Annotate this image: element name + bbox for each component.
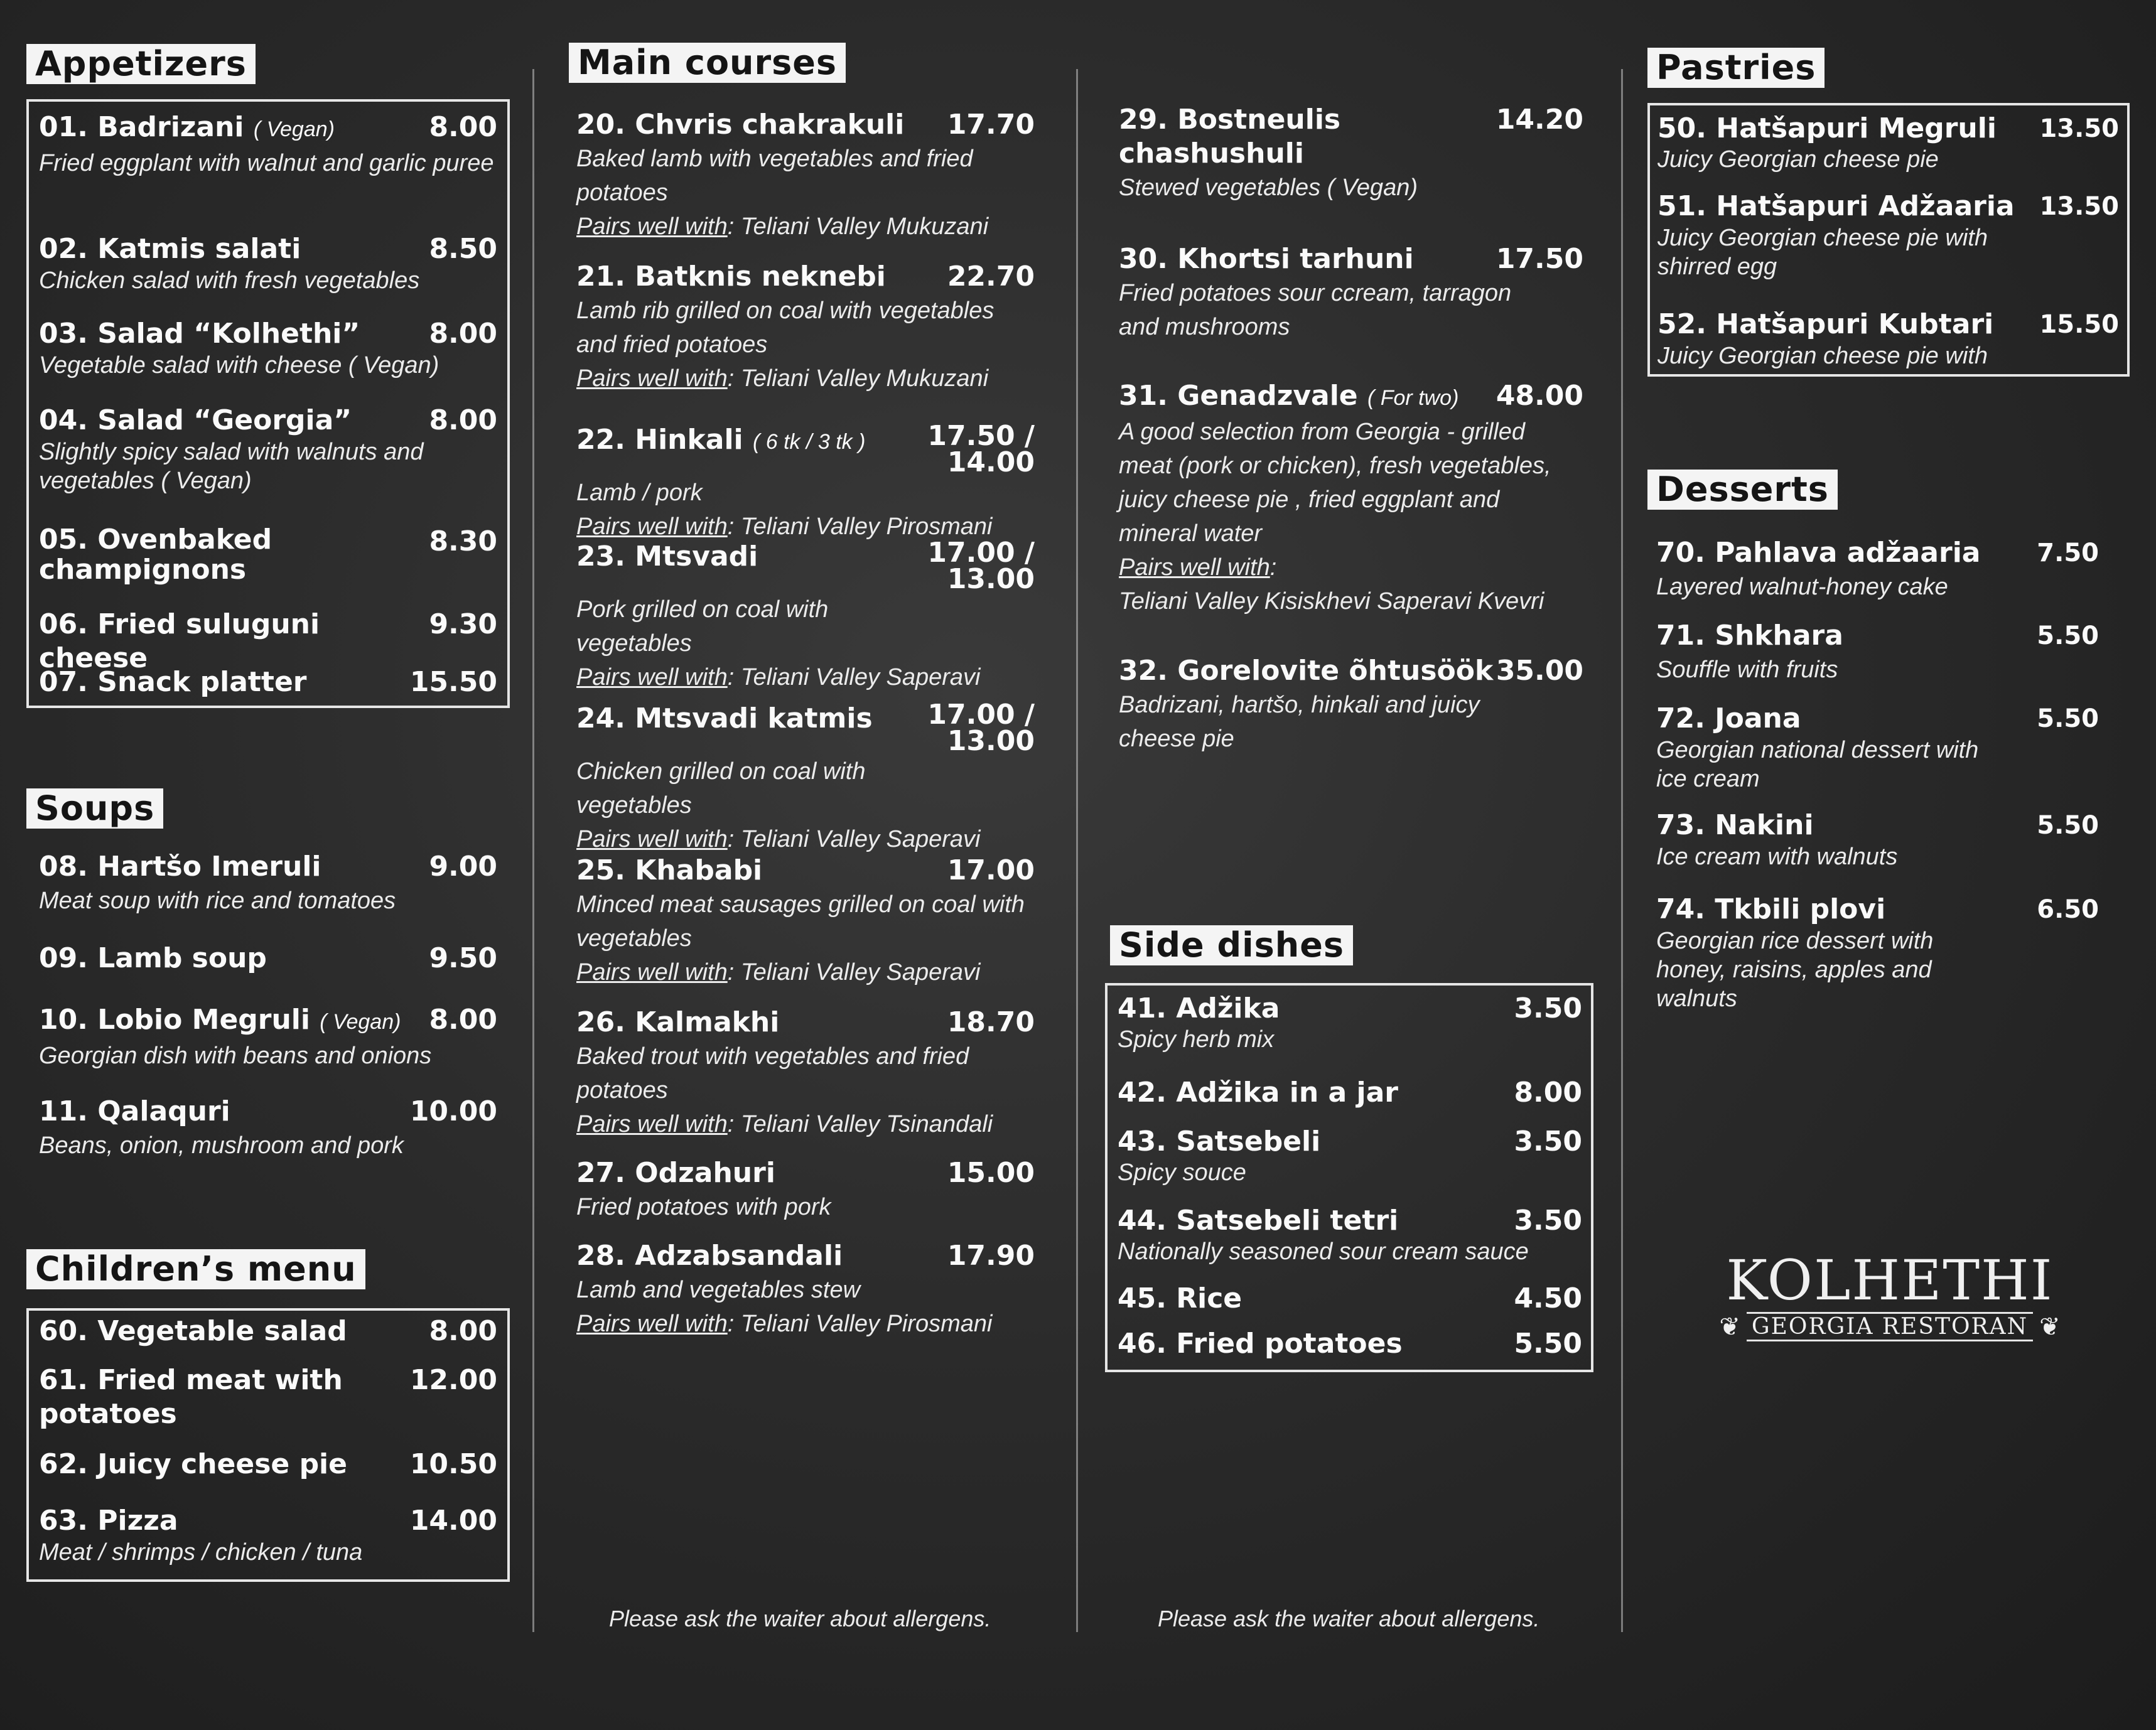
section-title-children: Children’s menu [26, 1249, 365, 1289]
section-title-appetizers: Appetizers [26, 44, 256, 84]
menu-item: 71. Shkhara 5.50 Souffle with fruits [1656, 620, 2099, 683]
menu-item: 06. Fried suluguni cheese 9.30 [39, 608, 497, 674]
section-title-side-dishes: Side dishes [1110, 925, 1353, 965]
section-title-desserts: Desserts [1647, 470, 1838, 510]
menu-item: 26. Kalmakhi 18.70 Baked trout with vegetables and fried potatoes Pairs well with: Teliani Valley Tsinandali [576, 1006, 1035, 1137]
menu-item: 43. Satsebeli 3.50 Spicy souce [1118, 1126, 1582, 1186]
menu-item: 41. Adžika 3.50 Spicy herb mix [1118, 992, 1582, 1053]
menu-item: 63. Pizza 14.00 Meat / shrimps / chicken / tuna [39, 1505, 497, 1566]
menu-item: 01. Badrizani ( Vegan) 8.00 Fried eggplant with walnut and garlic puree [39, 111, 497, 176]
menu-item: 03. Salad “Kolhethi” 8.00 Vegetable salad with cheese ( Vegan) [39, 318, 497, 379]
menu-item: 70. Pahlava adžaaria 7.50 Layered walnut-honey cake [1656, 537, 2099, 600]
allergen-note: Please ask the waiter about allergens. [1158, 1606, 1540, 1631]
menu-item: 30. Khortsi tarhuni 17.50 Fried potatoes sour ccream, tarragon and mushrooms [1119, 243, 1583, 340]
menu-item: 46. Fried potatoes 5.50 [1118, 1328, 1582, 1360]
menu-item: 44. Satsebeli tetri 3.50 Nationally seasoned sour cream sauce [1118, 1205, 1582, 1265]
menu-item: 11. Qalaquri 10.00 Beans, onion, mushroom and pork [39, 1095, 497, 1159]
menu-item: 62. Juicy cheese pie 10.50 [39, 1448, 497, 1480]
logo-subtitle: GEORGIA RESTORAN [1747, 1312, 2033, 1341]
menu-item: 08. Hartšo Imeruli 9.00 Meat soup with rice and tomatoes [39, 851, 497, 914]
ornament-left-icon: ❦ [1719, 1313, 1740, 1341]
menu-item: 09. Lamb soup 9.50 [39, 942, 497, 974]
menu-item: 10. Lobio Megruli ( Vegan) 8.00 Georgian dish with beans and onions [39, 1004, 497, 1069]
menu-item: 25. Khababi 17.00 Minced meat sausages grilled on coal with vegetables Pairs well with: Teliani Valley Saperavi [576, 854, 1035, 986]
menu-item: 28. Adzabsandali 17.90 Lamb and vegetables stew Pairs well with: Teliani Valley Pirosmani [576, 1240, 1035, 1337]
menu-item: 27. Odzahuri 15.00 Fried potatoes with pork [576, 1157, 1035, 1220]
restaurant-logo [1708, 1249, 2072, 1341]
column-divider [532, 69, 534, 1632]
menu-item: 05. Ovenbaked champignons 8.30 [39, 524, 497, 586]
menu-item: 07. Snack platter 15.50 [39, 666, 497, 698]
menu-item: 60. Vegetable salad 8.00 [39, 1315, 497, 1347]
column-divider [1621, 69, 1623, 1632]
menu-item: 29. Bostneulis chashushuli 14.20 Stewed vegetables ( Vegan) [1119, 104, 1583, 201]
ornament-right-icon: ❦ [2039, 1313, 2061, 1341]
column-divider [1076, 69, 1078, 1632]
menu-item: 20. Chvris chakrakuli 17.70 Baked lamb with vegetables and fried potatoes Pairs well with: Teliani Valley Mukuzani [576, 109, 1035, 240]
logo-title: KOLHETHI [1726, 1248, 2054, 1313]
section-title-soups: Soups [26, 788, 163, 829]
menu-item: 22. Hinkali ( 6 tk / 3 tk ) 17.50 / 14.00 Lamb / pork Pairs well with: Teliani Valley Pirosmani [576, 420, 1035, 540]
menu-item: 23. Mtsvadi 17.00 / 13.00 Pork grilled on coal with vegetables Pairs well with: Teliani Valley Saperavi [576, 537, 1035, 690]
menu-item: 52. Hatšapuri Kubtari 15.50 Juicy Georgian cheese pie with [1657, 308, 2119, 369]
menu-item: 45. Rice 4.50 [1118, 1282, 1582, 1314]
menu-item: 72. Joana 5.50 Georgian national dessert with ice cream [1656, 702, 2099, 792]
menu-item: 32. Gorelovite õhtusöök 35.00 Badrizani, hartšo, hinkali and juicy cheese pie [1119, 655, 1583, 752]
menu-item: 61. Fried meat with potatoes 12.00 [39, 1364, 497, 1430]
menu-item: 73. Nakini 5.50 Ice cream with walnuts [1656, 809, 2099, 870]
section-title-pastries: Pastries [1647, 48, 1825, 88]
menu-item: 24. Mtsvadi katmis 17.00 / 13.00 Chicken grilled on coal with vegetables Pairs well with: Teliani Valley Saperavi [576, 699, 1035, 852]
menu-item: 74. Tkbili plovi 6.50 Georgian rice dessert with honey, raisins, apples and walnuts [1656, 893, 2099, 1012]
allergen-note: Please ask the waiter about allergens. [609, 1606, 991, 1631]
menu-item: 04. Salad “Georgia” 8.00 Slightly spicy salad with walnuts and vegetables ( Vegan) [39, 404, 497, 494]
menu-item: 51. Hatšapuri Adžaaria 13.50 Juicy Georgian cheese pie with shirred egg [1657, 190, 2119, 280]
menu-item: 02. Katmis salati 8.50 Chicken salad with fresh vegetables [39, 233, 497, 294]
section-title-main-courses: Main courses [569, 43, 846, 83]
menu-item: 50. Hatšapuri Megruli 13.50 Juicy Georgian cheese pie [1657, 112, 2119, 173]
menu-item: 42. Adžika in a jar 8.00 [1118, 1077, 1582, 1109]
menu-item: 31. Genadzvale ( For two) 48.00 A good selection from Georgia - grilled meat (pork or chicken), fresh vegetables, juicy cheese pie , fried eggplant and mineral water Pairs well with: Teliani Valley Kisiskhevi Saperavi Kvevri [1119, 380, 1583, 615]
menu-item: 21. Batknis neknebi 22.70 Lamb rib grilled on coal with vegetables and fried potatoes Pairs well with: Teliani Valley Mukuzani [576, 261, 1035, 392]
